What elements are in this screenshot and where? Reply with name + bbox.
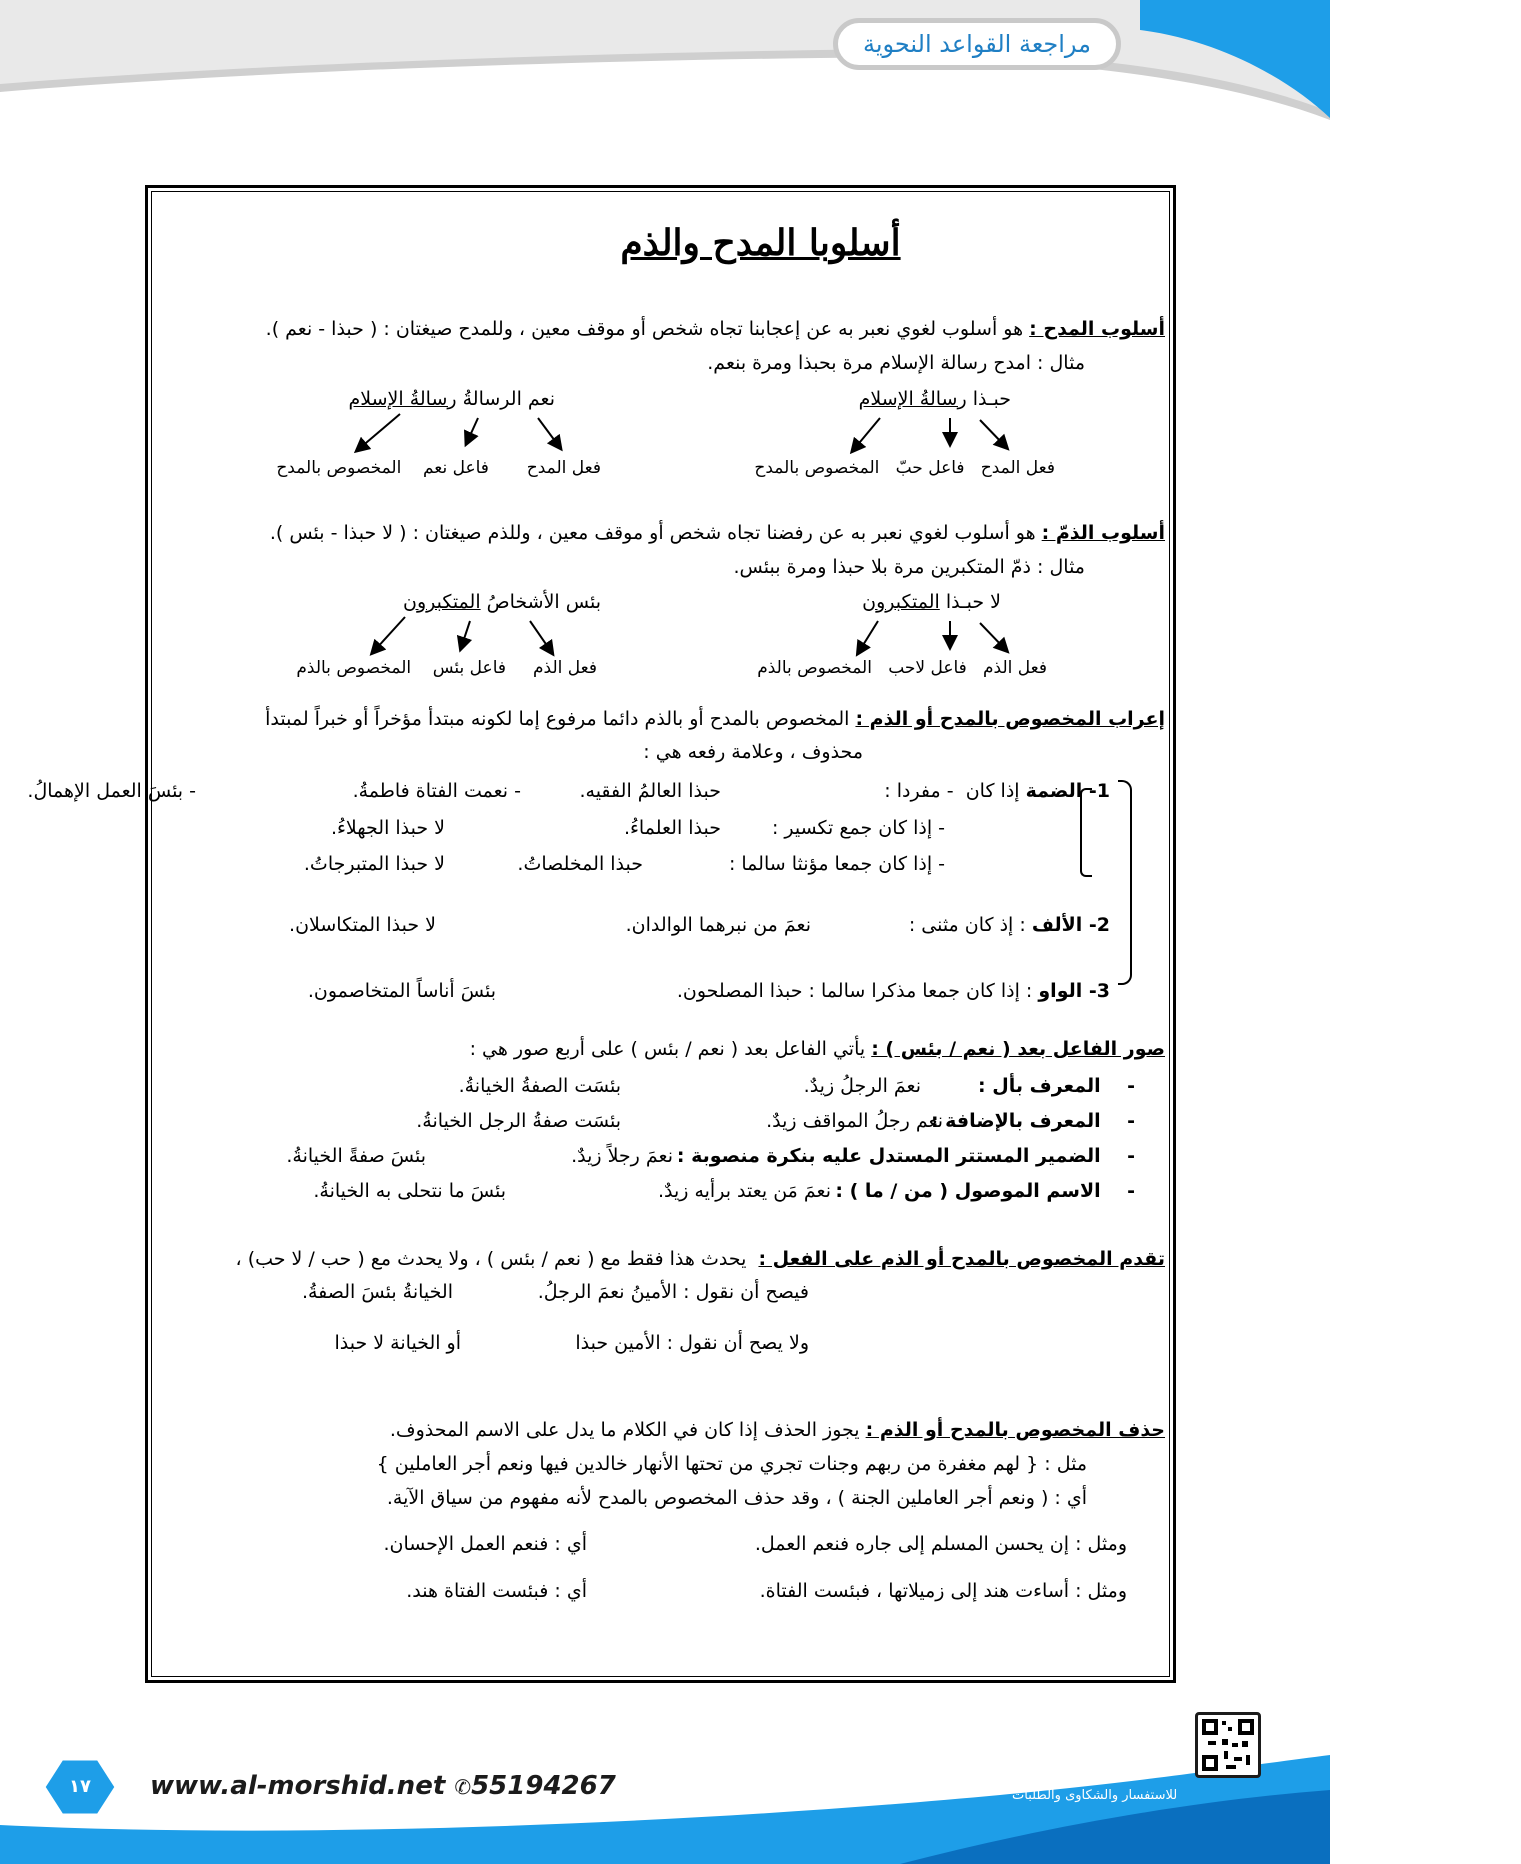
alif-label: 2- الألف [1031,914,1110,936]
alif-e1: نعمَ من نبرهما الوالدان. [625,914,811,936]
forms-heading: صور الفاعل بعد ( نعم / بئس ) : [871,1038,1165,1060]
damma-cond: إذا كان [965,780,1020,802]
header-tab: مراجعة القواعد النحوية [833,18,1121,70]
damma-c2: - إذا كان جمع تكسير : [771,817,945,839]
praise-ex2-word: نعم الرسالةُ [462,388,555,410]
forms-item-2: - المعرف بالإضافة : [930,1110,1135,1132]
forms-item-3: - الضمير المستتر المستدل عليه بنكرة منصوبة : [676,1145,1135,1167]
forms-intro: يأتي الفاعل بعد ( نعم / بئس ) على أربع صور هي : [469,1038,866,1060]
praise-definition: هو أسلوب لغوي نعبر به عن إعجابنا تجاه شخص أو موقف معين ، وللمدح صيغتان : ( حبذا - نعم ). [265,318,1024,340]
omit-text: يجوز الحذف إذا كان في الكلام ما يدل على الاسم المحذوف. [389,1419,860,1441]
precede-text: يحدث هذا فقط مع ( نعم / بئس ) ، ولا يحدث مع ( حب / لا حب) ، [235,1248,747,1270]
alif-line [909,914,1110,936]
irab-line1 [265,708,1165,730]
footer-phone: 55194267 [471,1771,616,1801]
blame-heading: أسلوب الذمّ : [1041,522,1165,544]
damma-c1: - مفردا : [884,780,954,802]
blame-ex2-sentence [403,591,601,613]
forms-item-3-e2: بئسَ صفةً الخيانةُ. [286,1145,426,1167]
omit-line [390,1419,1165,1441]
praise-heading: أسلوب المدح : [1029,318,1165,340]
forms-item-1-e2: بئسَت الصفةُ الخيانةُ. [458,1075,621,1097]
page-title: أسلوبا المدح والذم [620,222,901,264]
alif-cond: : إذ كان مثنى : [908,914,1026,936]
blame-example-label: مثال : ذمّ المتكبرين مرة بلا حبذا ومرة ببئس. [733,556,1085,578]
blame-ex2-subject: المتكبرون [402,591,481,613]
qr-code-icon[interactable] [1195,1712,1261,1778]
omit-heading: حذف المخصوص بالمدح أو الذم : [865,1419,1165,1441]
forms-item-1-e1: نعمَ الرجلُ زيدٌ. [803,1075,921,1097]
blame-definition-line [270,522,1165,544]
waw-cond: : إذا كان جمعا مذكرا سالما : حبذا المصلحون. [676,980,1033,1002]
praise-ex2-label-special: المخصوص بالمدح [276,458,402,478]
praise-example-label: مثال : امدح رسالة الإسلام مرة بحبذا ومرة بنعم. [707,352,1085,374]
page-number: ١٧ [69,1776,91,1797]
forms-item-2-e2: بئسَت صفةُ الرجل الخيانةُ. [416,1110,621,1132]
precede-no2: أو الخيانة لا حبذا [334,1332,461,1354]
phone-icon: ✆ [454,1775,472,1799]
praise-ex1-label-verb: فعل المدح [980,458,1055,478]
blame-ex2-label-verb: فعل الذم [533,658,597,678]
page-number-badge [42,1757,118,1817]
precede-ok: فيصح أن نقول : الأمينُ نعمَ الرجلُ. [537,1281,809,1303]
blame-ex2-labels [296,658,597,678]
blame-definition: هو أسلوب لغوي نعبر به عن رفضنا تجاه شخص أو موقف معين ، وللذم صيغتان : ( لا حبذا - بئس ). [269,522,1036,544]
damma-e2a: حبذا العلماءُ. [623,817,721,839]
irab-heading: إعراب المخصوص بالمدح أو الذم : [855,708,1165,730]
damma-e1a: حبذا العالمُ الفقيه. [579,780,721,802]
praise-ex2-label-verb: فعل المدح [526,458,601,478]
praise-ex1-labels [754,458,1055,478]
forms-item-4-e2: بئسَ ما نتحلى به الخيانةُ. [313,1180,506,1202]
praise-ex1-subject: رسالةُ الإسلام [858,388,967,410]
waw-label: 3- الواو [1038,980,1110,1002]
alif-e2: لا حبذا المتكاسلان. [289,914,436,936]
irab-text1: المخصوص بالمدح أو بالذم دائما مرفوع إما لكونه مبتدأ مؤخراً أو خبراً لمبتدأ [265,708,850,730]
omit-e3b: أي : فبئست الفتاة هند. [406,1580,587,1602]
blame-ex1-word: لا حبـذا [945,591,1001,613]
forms-item-3-label: الضمير المستتر المستدل عليه بنكرة منصوبة : [676,1145,1101,1167]
damma-e2b: لا حبذا الجهلاءُ. [330,817,445,839]
blame-ex1-sentence [862,591,1001,613]
forms-item-1: - المعرف بأل : [978,1075,1135,1097]
forms-item-4-label: الاسم الموصول ( من / ما ) : [835,1180,1101,1202]
irab-brace [1118,780,1132,985]
damma-e1b: - نعمت الفتاة فاطمةُ. [352,780,521,802]
blame-ex1-label-verb: فعل الذم [983,658,1047,678]
damma-c3: - إذا كان جمعا مؤنثا سالما : [728,853,945,875]
praise-ex1-word: حبـذا [972,388,1011,410]
damma-e3b: لا حبذا المتبرجاتُ. [303,853,445,875]
footer-contact-line [150,1771,616,1801]
damma-label: 1- الضمة [1025,780,1110,802]
precede-no: ولا يصح أن نقول : الأمين حبذا [575,1332,809,1354]
forms-item-4-e1: نعمَ مَن يعتد برأيه زيدٌ. [657,1180,831,1202]
forms-item-1-label: المعرف بأل : [978,1075,1101,1097]
footer-website[interactable]: www.al-morshid.net [150,1771,446,1801]
praise-ex1-label-special: المخصوص بالمدح [754,458,880,478]
footer-contact: للاستفسار والشكاوى والطلبات [1012,1788,1178,1803]
blame-ex1-label-subject: فاعل لاحب [888,658,967,678]
damma-line [884,780,1110,802]
forms-item-2-e1: نعم رجلُ المواقف زيدٌ. [766,1110,943,1132]
omit-e2: ومثل : إن يحسن المسلم إلى جاره فنعم العمل. [754,1533,1127,1555]
forms-item-4: - الاسم الموصول ( من / ما ) : [835,1180,1135,1202]
irab-text2: محذوف ، وعلامة رفعه هي : [643,741,863,763]
precede-heading: تقدم المخصوص بالمدح أو الذم على الفعل : [758,1248,1165,1270]
omit-e3: ومثل : أساءت هند إلى زميلاتها ، فبئست الفتاة. [759,1580,1127,1602]
damma-e3a: حبذا المخلصاتُ. [517,853,643,875]
forms-item-3-e1: نعمَ رجلاً زيدٌ. [571,1145,673,1167]
praise-ex2-subject: رسالةُ الإسلام [348,388,457,410]
praise-ex1-label-subject: فاعل حبّ [895,458,965,478]
waw-line [677,980,1110,1002]
precede-ok2: الخيانةُ بئسَ الصفةُ. [301,1281,453,1303]
blame-ex1-subject: المتكبرون [862,591,940,613]
blame-ex1-labels [757,658,1047,678]
precede-line [236,1248,1165,1270]
waw-e2: بئسَ أناساً المتخاصمون. [307,980,496,1002]
omit-ex: مثل : { لهم مغفرة من ربهم وجنات تجري من تحتها الأنهار خالدين فيها ونعم أجر العاملين } [376,1453,1087,1475]
forms-line [470,1038,1165,1060]
blame-ex2-label-special: المخصوص بالذم [296,658,412,678]
blame-ex2-label-subject: فاعل بئس [432,658,506,678]
praise-ex2-labels [276,458,601,478]
forms-item-2-label: المعرف بالإضافة : [930,1110,1101,1132]
damma-bracket [1080,788,1092,877]
omit-e2b: أي : فنعم العمل الإحسان. [383,1533,587,1555]
blame-ex1-label-special: المخصوص بالذم [757,658,872,678]
blame-ex2-word: بئس الأشخاصُ [486,591,601,613]
omit-ex-exp: أي : ( ونعم أجر العاملين الجنة ) ، وقد حذف المخصوص بالمدح لأنه مفهوم من سياق الآية. [386,1487,1087,1509]
praise-ex2-label-subject: فاعل نعم [422,458,489,478]
damma-e1c: - بئسَ العمل الإهمالُ. [27,780,196,802]
